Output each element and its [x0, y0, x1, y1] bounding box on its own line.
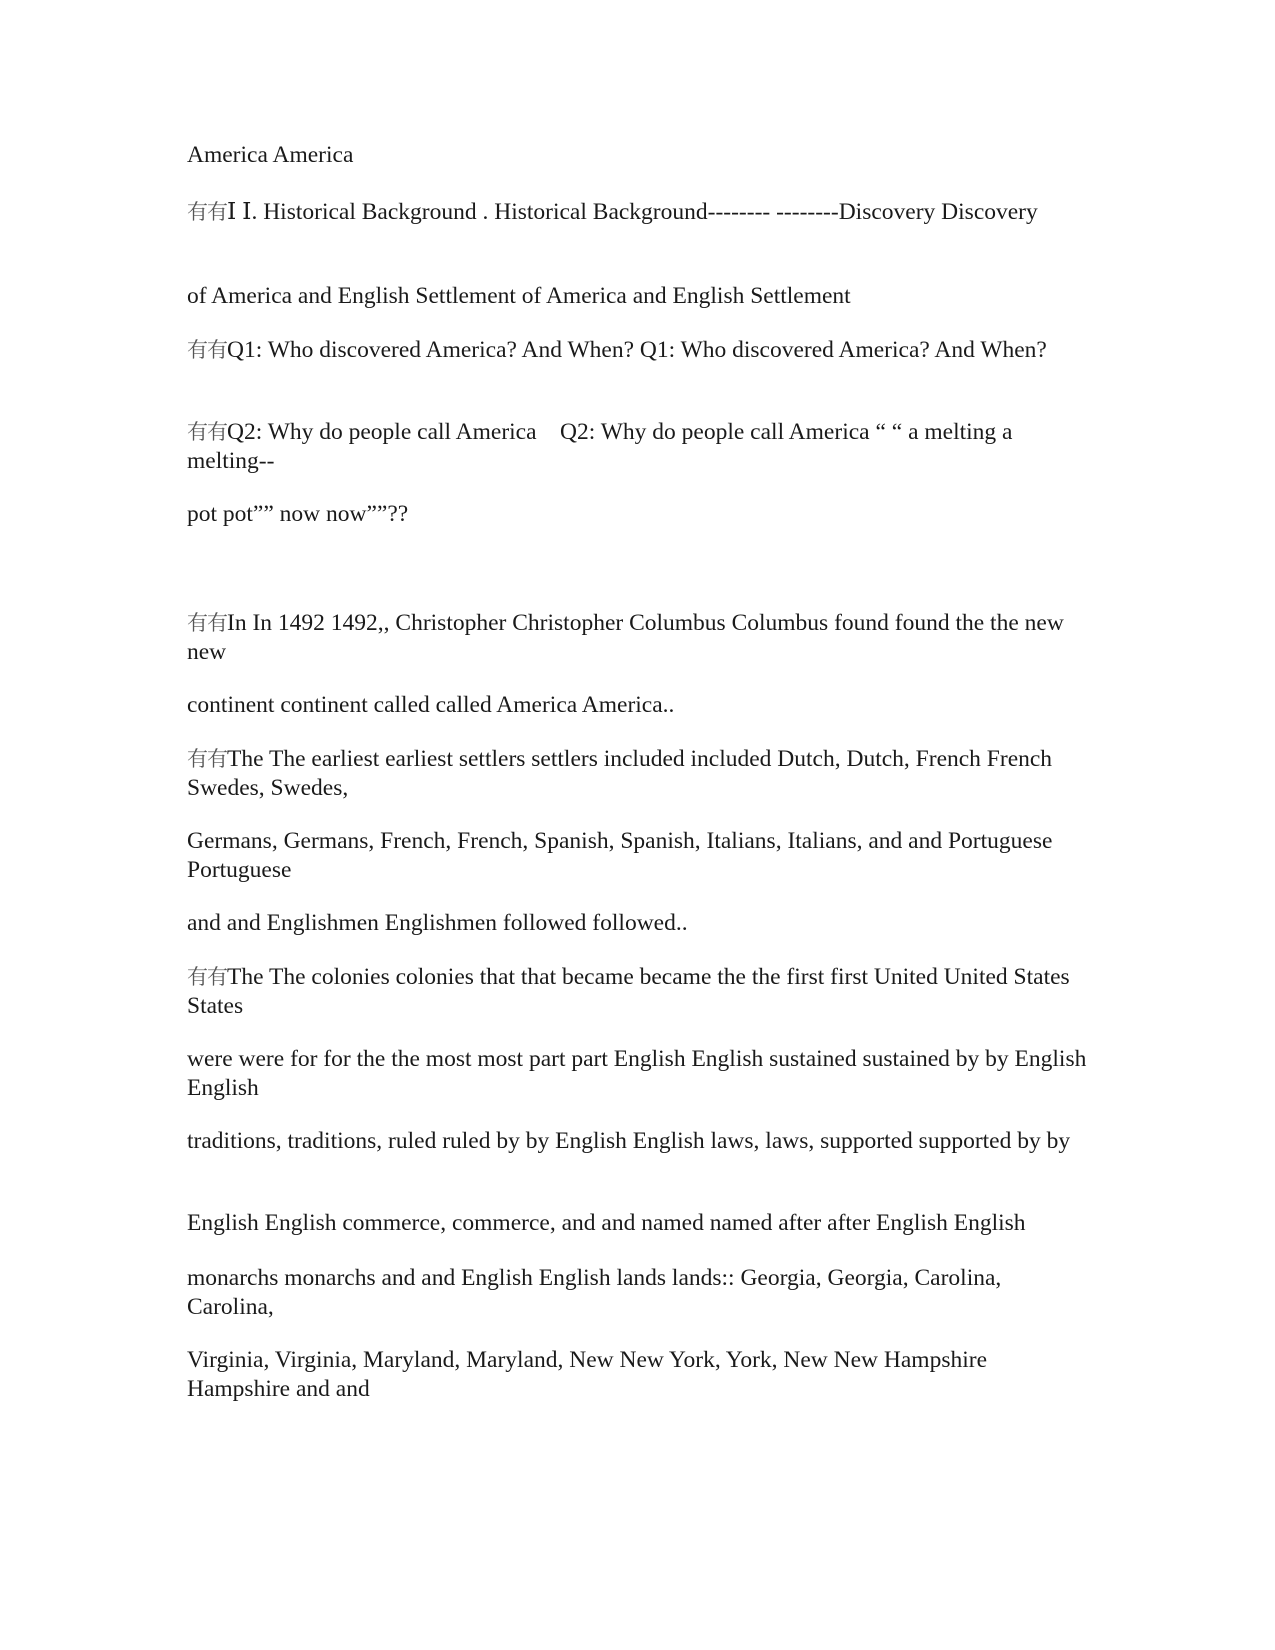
paragraph-14: English English commerce, commerce, and and named named after after English English — [187, 1210, 1026, 1236]
paragraph-13: traditions, traditions, ruled ruled by by English English laws, laws, supported supported by by — [187, 1128, 1071, 1154]
bullet-glyph: 有有 — [187, 747, 227, 771]
paragraph-16: Virginia, Virginia, Maryland, Maryland, New New York, York, New New Hampshire Hampshire and and — [187, 1347, 987, 1402]
paragraph-4 — [187, 418, 1087, 476]
paragraph-1 — [187, 198, 1087, 227]
paragraph-2: of America and English Settlement of America and English Settlement — [187, 283, 851, 309]
paragraph-11 — [187, 963, 1087, 1021]
paragraph-text: In In 1492 1492,, Christopher Christopher Columbus Columbus found found the the new new — [187, 610, 1064, 665]
paragraph-5: pot pot”” now now””?? — [187, 501, 409, 527]
bullet-glyph: 有有 — [187, 200, 227, 224]
paragraph-text: Q1: Who discovered America? And When? Q1: Who discovered America? And When? — [227, 337, 1047, 363]
paragraph-10: and and Englishmen Englishmen followed followed.. — [187, 910, 688, 936]
paragraph-text: The The colonies colonies that that became became the the first first United United States States — [187, 964, 1070, 1019]
paragraph-text: Ⅰ Ⅰ. Historical Background . Historical Background-------- --------Discovery Discovery — [227, 199, 1038, 225]
paragraph-3 — [187, 336, 1087, 365]
paragraph-7: continent continent called called America America.. — [187, 692, 675, 718]
paragraph-15: monarchs monarchs and and English English lands lands:: Georgia, Georgia, Carolina, Carolina, — [187, 1265, 1002, 1320]
bullet-glyph: 有有 — [187, 420, 227, 444]
bullet-glyph: 有有 — [187, 965, 227, 989]
paragraph-9: Germans, Germans, French, French, Spanish, Spanish, Italians, Italians, and and Portuguese Portuguese — [187, 828, 1053, 883]
paragraph-12: were were for for the the most most part part English English sustained sustained by by English English — [187, 1046, 1087, 1101]
bullet-glyph: 有有 — [187, 611, 227, 635]
document-title: America America — [187, 142, 354, 168]
paragraph-text: The The earliest earliest settlers settlers included included Dutch, Dutch, French French Swedes, Swedes, — [187, 746, 1053, 801]
bullet-glyph: 有有 — [187, 338, 227, 362]
paragraph-8 — [187, 745, 1087, 803]
paragraph-6 — [187, 609, 1087, 667]
paragraph-text: Q2: Why do people call America Q2: Why do people call America “ “ a melting a melting-- — [187, 419, 1019, 474]
